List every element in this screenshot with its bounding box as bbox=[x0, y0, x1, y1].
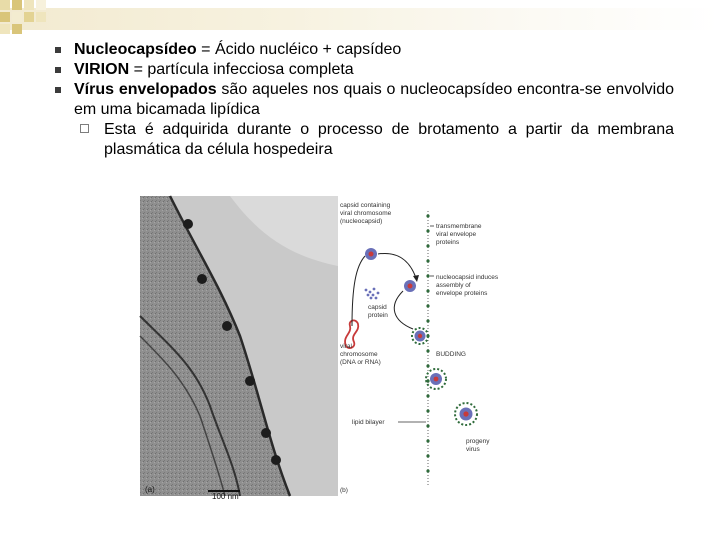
label-capsid-line3: (nucleocapsid) bbox=[340, 218, 383, 225]
label-capsid-protein-line2: protein bbox=[368, 312, 388, 319]
label-capsid-protein-line1: capsid bbox=[368, 304, 387, 311]
label-viral-chromosome-line3: (DNA or RNA) bbox=[340, 359, 381, 366]
hollow-square-icon bbox=[80, 124, 89, 133]
label-capsid-line2: viral chromosome bbox=[340, 210, 392, 217]
bullet-square-icon bbox=[55, 47, 61, 53]
budding-diagram-drawing bbox=[338, 196, 533, 496]
bullet-text: = partícula infecciosa completa bbox=[129, 61, 354, 78]
label-lipid-bilayer: lipid bilayer bbox=[352, 419, 385, 426]
sub-bullet-item bbox=[52, 120, 674, 160]
bullet-item bbox=[52, 80, 674, 120]
bullet-square-icon bbox=[55, 67, 61, 73]
budding-diagram bbox=[338, 196, 533, 496]
bullet-term: Nucleocapsídeo bbox=[74, 41, 197, 58]
label-nucleocapsid-line3: envelope proteins bbox=[436, 290, 488, 297]
corner-decoration bbox=[0, 0, 90, 40]
panel-a-label: (a) bbox=[145, 485, 155, 494]
bullet-item bbox=[52, 40, 674, 60]
label-nucleocapsid-line1: nucleocapsid induces bbox=[436, 274, 499, 281]
label-capsid-line1: capsid containing bbox=[340, 202, 391, 209]
label-budding: BUDDING bbox=[436, 351, 466, 358]
label-viral-chromosome-line2: chromosome bbox=[340, 351, 378, 358]
bullet-item bbox=[52, 60, 674, 80]
scale-bar-label: 100 nm bbox=[212, 492, 239, 501]
label-progeny-line1: progeny bbox=[466, 438, 490, 445]
header-gradient-bar bbox=[0, 8, 720, 30]
slide-content bbox=[52, 40, 674, 160]
bullet-term: Vírus envelopados bbox=[74, 81, 217, 98]
label-transmembrane-line2: viral envelope bbox=[436, 231, 477, 238]
micrograph-drawing bbox=[140, 196, 338, 496]
label-progeny-line2: virus bbox=[466, 446, 480, 453]
bullet-text: = Ácido nucléico + capsídeo bbox=[196, 41, 402, 58]
bullet-square-icon bbox=[55, 87, 61, 93]
label-transmembrane-line3: proteins bbox=[436, 239, 460, 246]
label-viral-chromosome-line1: viral bbox=[340, 343, 352, 350]
label-transmembrane-line1: transmembrane bbox=[436, 223, 482, 230]
bullet-text: são aqueles nos quais o nucleocapsídeo encontra-se envolvido em uma bicamada lipídica bbox=[74, 81, 675, 118]
panel-b-label: (b) bbox=[340, 487, 348, 494]
bullet-term: VIRION bbox=[74, 61, 130, 78]
sub-bullet-text: Esta é adquirida durante o processo de brotamento a partir da membrana plasmática da célula hospedeira bbox=[104, 121, 674, 158]
electron-micrograph-image bbox=[140, 196, 338, 501]
label-nucleocapsid-line2: assembly of bbox=[436, 282, 471, 289]
